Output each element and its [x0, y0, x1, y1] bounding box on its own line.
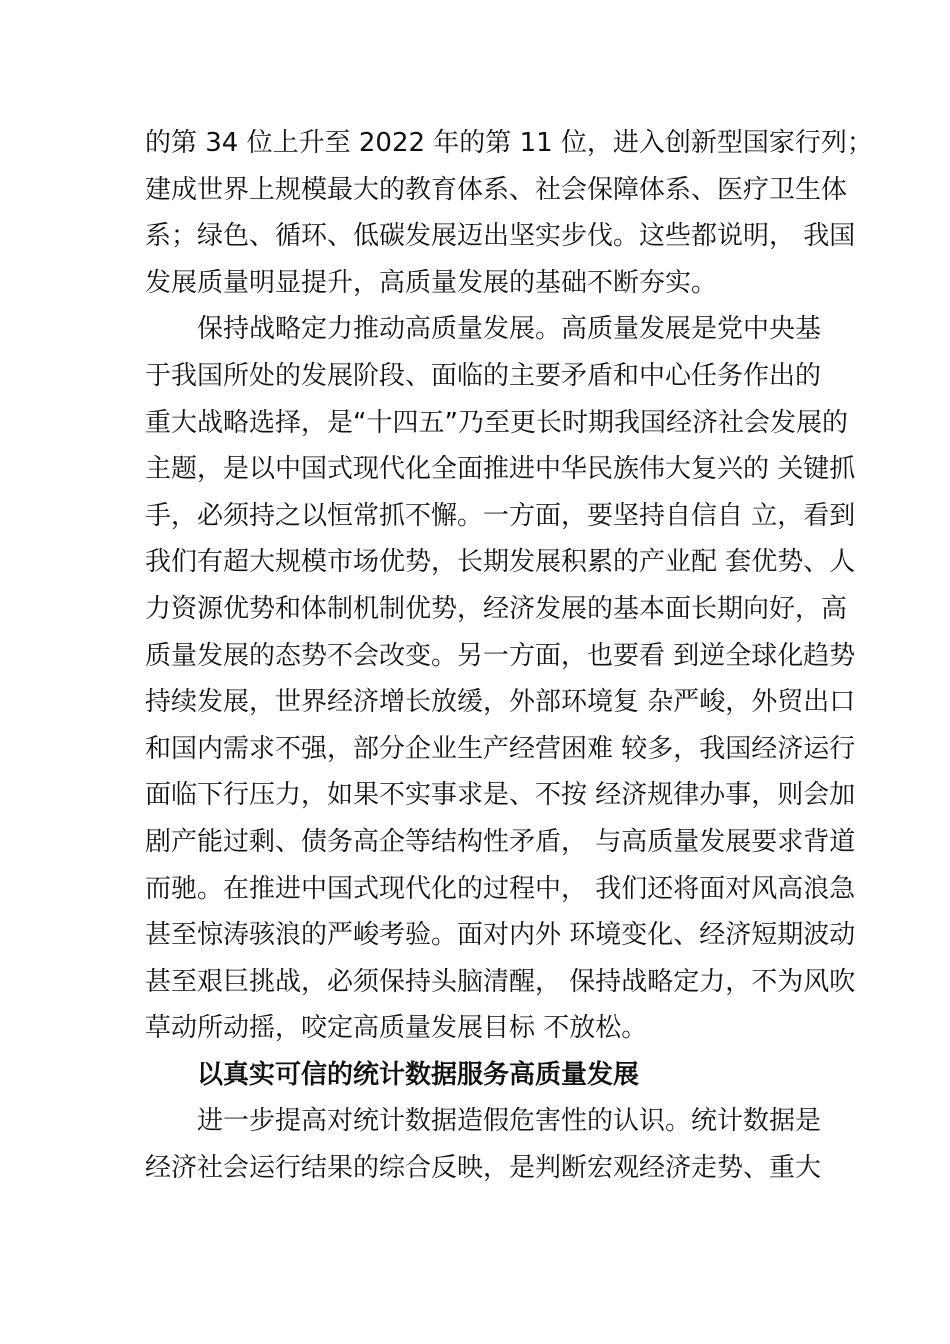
text-line: 和国内需求不强，部分企业生产经营困难 较多，我国经济运行 — [145, 733, 856, 764]
text-line: 质量发展的态势不会改变。另一方面，也要看 到逆全球化趋势 — [145, 640, 856, 671]
text-line: 剧产能过剩、债务高企等结构性矛盾， 与高质量发展要求背道 — [145, 826, 856, 857]
text-line: 经济社会运行结果的综合反映，是判断宏观经济走势、重大 — [145, 1153, 822, 1184]
text-line: 持续发展，世界经济增长放缓，外部环境复 杂严峻，外贸出口 — [145, 687, 856, 718]
text-line: 面临下行压力，如果不实事求是、不按 经济规律办事，则会加 — [145, 780, 856, 811]
text-line: 的第 34 位上升至 2022 年的第 11 位，进入创新型国家行列； — [145, 128, 873, 158]
text-line: 甚至艰巨挑战，必须保持头脑清醒， 保持战略定力，不为风吹 — [145, 966, 856, 997]
document-body — [145, 120, 873, 1192]
text-line: 手，必须持之以恒常抓不懈。一方面，要坚持自信自 立，看到 — [145, 500, 856, 531]
text-line: 主题，是以中国式现代化全面推进中华民族伟大复兴的 关键抓 — [145, 454, 856, 485]
text-line: 于我国所处的发展阶段、面临的主要矛盾和中心任务作出的 — [145, 360, 822, 391]
text-line: 力资源优势和体制机制优势，经济发展的基本面长期向好，高 — [145, 593, 848, 624]
paragraph-start-line: 进一步提高对统计数据造假危害性的认识。统计数据是 — [197, 1106, 822, 1137]
text-line: 系；绿色、循环、低碳发展迈出坚实步伐。这些都说明， 我国 — [145, 221, 856, 252]
text-line: 草动所动摇，咬定高质量发展目标 不放松。 — [145, 1013, 648, 1044]
text-line: 重大战略选择，是“十四五”乃至更长时期我国经济社会发展的 — [145, 407, 848, 438]
text-line: 发展质量明显提升，高质量发展的基础不断夯实。 — [145, 267, 718, 298]
text-line: 我们有超大规模市场优势，长期发展积累的产业配 套优势、人 — [145, 547, 856, 578]
text-line: 甚至惊涛骇浪的严峻考验。面对内外 环境变化、经济短期波动 — [145, 920, 856, 951]
text-line: 建成世界上规模最大的教育体系、社会保障体系、医疗卫生体 — [145, 174, 848, 205]
paragraph-start-line: 保持战略定力推动高质量发展。高质量发展是党中央基 — [197, 314, 822, 345]
section-heading: 以真实可信的统计数据服务高质量发展 — [197, 1059, 640, 1090]
text-line: 而驰。在推进中国式现代化的过程中， 我们还将面对风高浪急 — [145, 873, 856, 904]
